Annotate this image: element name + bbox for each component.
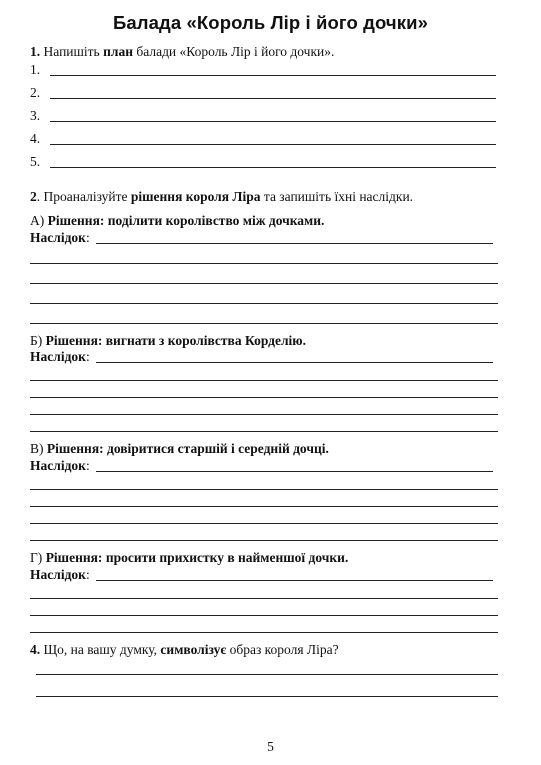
decision-letter: А) [30, 213, 48, 228]
answer-line[interactable] [30, 303, 498, 304]
question-2-number: 2 [30, 189, 37, 204]
answer-line[interactable] [30, 431, 498, 432]
answer-line[interactable] [30, 615, 498, 616]
decision-a [30, 213, 324, 229]
answer-line[interactable] [30, 540, 498, 541]
plan-answer-line[interactable] [50, 167, 496, 168]
consequence-answer-line[interactable] [96, 580, 493, 581]
answer-line[interactable] [30, 283, 498, 284]
page-number: 5 [267, 739, 274, 754]
consequence-colon: : [85, 230, 90, 245]
decision-letter: Г) [30, 550, 46, 565]
question-1-prompt [30, 44, 334, 60]
consequence-word: Наслідок [30, 349, 86, 364]
consequence-label [30, 230, 90, 246]
decision-c [30, 441, 329, 457]
answer-line[interactable] [30, 598, 498, 599]
decision-letter: Б) [30, 333, 46, 348]
question-2-prompt [30, 189, 413, 205]
consequence-answer-line[interactable] [96, 243, 493, 244]
plan-item-number: 1. [30, 62, 41, 77]
answer-line[interactable] [36, 696, 498, 697]
question-4-keyword: символізує [160, 642, 227, 657]
answer-line[interactable] [30, 397, 498, 398]
answer-line[interactable] [30, 489, 498, 490]
decision-text: довіритися старшій і середній дочці. [107, 441, 329, 456]
question-4-prompt [30, 642, 339, 658]
decision-label: Рішення: [45, 333, 106, 348]
plan-answer-line[interactable] [50, 121, 496, 122]
consequence-colon: : [85, 458, 90, 473]
consequence-word: Наслідок [30, 567, 86, 582]
answer-line[interactable] [30, 523, 498, 524]
consequence-colon: : [85, 349, 90, 364]
decision-label: Рішення: [47, 213, 108, 228]
plan-item-number: 4. [30, 131, 41, 146]
consequence-label [30, 349, 90, 365]
answer-line[interactable] [30, 263, 498, 264]
plan-answer-line[interactable] [50, 75, 496, 76]
consequence-answer-line[interactable] [96, 471, 493, 472]
question-4-text: Що, на вашу думку, [40, 642, 161, 657]
consequence-word: Наслідок [30, 230, 86, 245]
question-2-text-end: та запишіть їхні наслідки. [260, 189, 414, 204]
question-4-text-end: образ короля Ліра? [226, 642, 339, 657]
decision-label: Рішення: [46, 441, 107, 456]
question-1-text: Напишіть [40, 44, 104, 59]
consequence-label [30, 458, 90, 474]
question-1-text-end: балади «Король Лір і його дочки». [132, 44, 335, 59]
question-4-number: 4. [30, 642, 41, 657]
question-2-keyword: рішення короля Ліра [130, 189, 261, 204]
answer-line[interactable] [36, 674, 498, 675]
consequence-answer-line[interactable] [96, 362, 493, 363]
consequence-label [30, 567, 90, 583]
decision-label: Рішення: [45, 550, 106, 565]
plan-item-number: 3. [30, 108, 41, 123]
decision-d [30, 550, 348, 566]
decision-b [30, 333, 306, 349]
plan-answer-line[interactable] [50, 144, 496, 145]
decision-text: вигнати з королівства Корделію. [105, 333, 306, 348]
decision-text: просити прихистку в найменшої дочки. [105, 550, 349, 565]
decision-letter: В) [30, 441, 47, 456]
consequence-colon: : [85, 567, 90, 582]
question-1-keyword: план [103, 44, 133, 59]
answer-line[interactable] [30, 323, 498, 324]
plan-item-number: 2. [30, 85, 41, 100]
plan-item-number: 5. [30, 154, 41, 169]
question-1-number: 1. [30, 44, 41, 59]
answer-line[interactable] [30, 380, 498, 381]
plan-answer-line[interactable] [50, 98, 496, 99]
page-title: Балада «Король Лір і його дочки» [113, 12, 428, 33]
question-2-text: . Проаналізуйте [36, 189, 131, 204]
answer-line[interactable] [30, 506, 498, 507]
answer-line[interactable] [30, 414, 498, 415]
decision-text: поділити королівство між дочками. [107, 213, 325, 228]
consequence-word: Наслідок [30, 458, 86, 473]
answer-line[interactable] [30, 632, 498, 633]
